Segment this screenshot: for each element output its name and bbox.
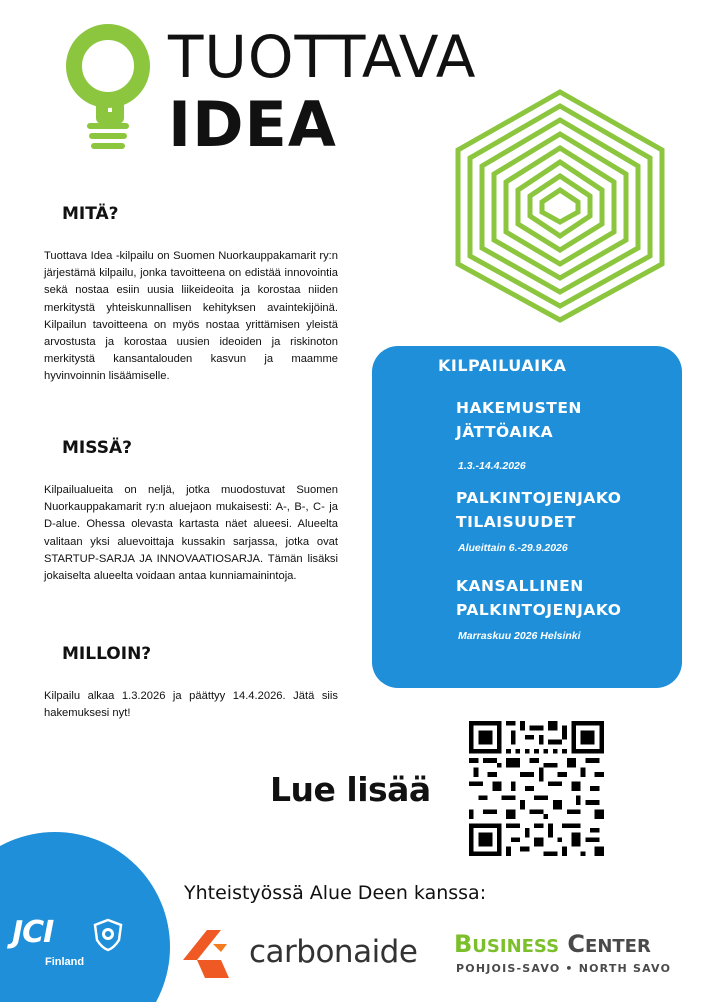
business-center-b: B: [454, 930, 473, 958]
qr-code-icon[interactable]: [469, 721, 604, 856]
award-events-date: Alueittain 6.-29.9.2026: [458, 542, 568, 554]
application-deadline-heading: [456, 396, 676, 444]
milloin-heading: MILLOIN?: [62, 644, 152, 664]
concentric-hexagons-graphic: [452, 88, 668, 324]
business-center-c: C: [567, 930, 586, 958]
title-line-2: IDEA: [168, 88, 337, 161]
competition-time-title: KILPAILUAIKA: [438, 356, 567, 375]
missa-text: Kilpailualueita on neljä, jotka muodostuvat Suomen Nuorkauppakamarit ry:n aluejaon mukaisesti: A-, B-, C- ja D-alue. Ohessa olevasta kartasta näet alueesi. Alueelta valitaan yksi aluevoittaja kussakin sarjassa, jotka ovat STARTUP-SARJA JA INNOVAATIOSARJA. Tämän lisäksi jokaiselta alueelta voidaan antaa kunniamainintoja.: [44, 484, 338, 583]
business-center-logo: [454, 932, 651, 956]
mita-text: Tuottava Idea -kilpailu on Suomen Nuorkauppakamarit ry:n järjestämä kilpailu, jonka tavoitteena on edistää innovointia sekä nostaa esiin uusia liikeideoita ja korostaa niiden merkitystä yhteiskunnallisen kehityksen avaintekijöinä. Kilpailun tavoitteena on myös nostaa yrittämisen yleistä arvostusta ja korostaa uusien ideoiden ja riskinoton merkitystä kansantalouden kasvun ja maamme hyvinvoinnin lisäämiselle.: [44, 250, 338, 383]
jci-shield-icon: [92, 918, 124, 952]
business-center-usiness: USINESS: [472, 936, 560, 957]
title-line-1: TUOTTAVA: [168, 23, 477, 91]
carbonaide-logo-icon: [183, 930, 241, 978]
national-award-line1: KANSALLINEN: [456, 577, 584, 595]
collaboration-text: Yhteistyössä Alue Deen kanssa:: [184, 882, 487, 904]
jci-logo-text: JCI: [12, 915, 54, 950]
national-award-heading: [456, 574, 676, 622]
application-deadline-line2: JÄTTÖAIKA: [456, 423, 554, 441]
lightbulb-icon: [62, 22, 162, 162]
business-center-enter: ENTER: [585, 936, 651, 957]
application-deadline-date: 1.3.-14.4.2026: [458, 460, 526, 472]
application-deadline-line1: HAKEMUSTEN: [456, 399, 582, 417]
national-award-date: Marraskuu 2026 Helsinki: [458, 630, 581, 642]
jci-finland-text: Finland: [45, 956, 85, 968]
award-events-line1: PALKINTOJENJAKO: [456, 489, 622, 507]
mita-heading: MITÄ?: [62, 204, 119, 224]
award-events-heading: [456, 486, 676, 534]
carbonaide-logo-text: carbonaide: [249, 934, 418, 970]
award-events-line2: TILAISUUDET: [456, 513, 576, 531]
milloin-text: Kilpailu alkaa 1.3.2026 ja päättyy 14.4.2026. Jätä siis hakemuksesi nyt!: [44, 690, 338, 720]
national-award-line2: PALKINTOJENJAKO: [456, 601, 622, 619]
competition-time-box: [372, 346, 682, 688]
business-center-subtitle: POHJOIS-SAVO • NORTH SAVO: [456, 962, 672, 975]
read-more-label: Lue lisää: [270, 770, 431, 809]
missa-heading: MISSÄ?: [62, 438, 132, 458]
